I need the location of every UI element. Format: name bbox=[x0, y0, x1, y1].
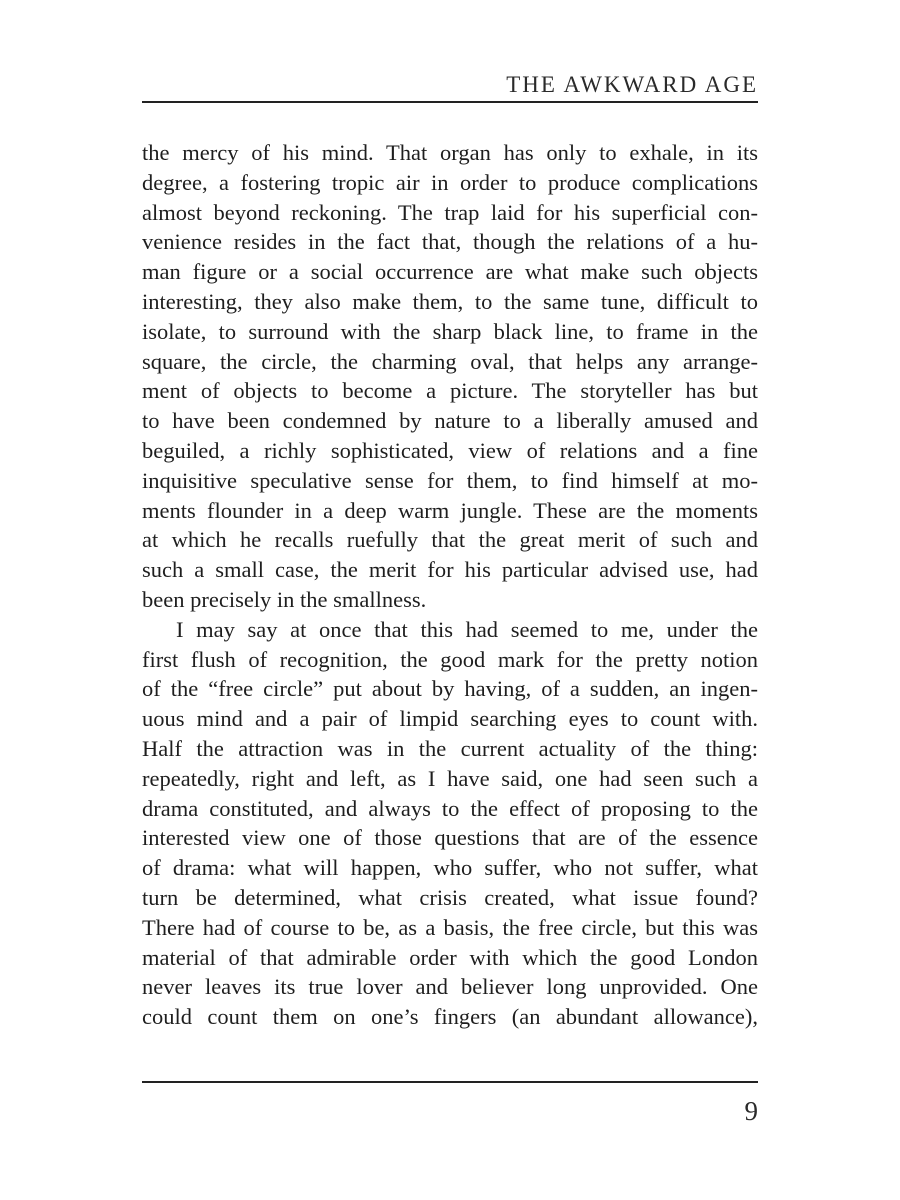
text-line: uous mind and a pair of limpid searching eyes to count with. bbox=[142, 706, 758, 732]
text-line: inquisitive speculative sense for them, to find himself at mo- bbox=[142, 467, 758, 493]
text-line: such a small case, the merit for his particular advised use, had bbox=[142, 557, 758, 583]
text-line: degree, a fostering tropic air in order to produce complications bbox=[142, 169, 758, 195]
text-line: almost beyond reckoning. The trap laid for his superficial con- bbox=[142, 199, 758, 225]
text-line: I may say at once that this had seemed to me, under the bbox=[176, 616, 758, 642]
text-line: square, the circle, the charming oval, that helps any arrange- bbox=[142, 348, 758, 374]
text-line: the mercy of his mind. That organ has only to exhale, in its bbox=[142, 140, 758, 165]
text-line: isolate, to surround with the sharp black line, to frame in the bbox=[142, 318, 758, 344]
text-line: material of that admirable order with which the good London bbox=[142, 944, 758, 970]
footer-rule bbox=[142, 1081, 758, 1083]
text-line: drama constituted, and always to the effect of proposing to the bbox=[142, 795, 758, 821]
text-line: of drama: what will happen, who suffer, who not suffer, what bbox=[142, 855, 758, 881]
text-line: There had of course to be, as a basis, the free circle, but this was bbox=[142, 914, 758, 940]
page-number: 9 bbox=[744, 1096, 758, 1126]
text-line: interested view one of those questions that are of the essence bbox=[142, 825, 758, 851]
text-line: beguiled, a richly sophisticated, view of relations and a fine bbox=[142, 437, 758, 463]
running-title: THE AWKWARD AGE bbox=[506, 72, 758, 97]
text-line: interesting, they also make them, to the same tune, difficult to bbox=[142, 288, 758, 314]
text-line: ment of objects to become a picture. The storyteller has but bbox=[142, 378, 758, 404]
text-line: Half the attraction was in the current actuality of the thing: bbox=[142, 735, 758, 761]
text-line: been precisely in the smallness. bbox=[142, 586, 427, 612]
text-line: ments flounder in a deep warm jungle. These are the moments bbox=[142, 497, 758, 523]
text-line: to have been condemned by nature to a liberally amused and bbox=[142, 408, 758, 434]
text-line: venience resides in the fact that, though the relations of a hu- bbox=[142, 229, 758, 255]
header-rule bbox=[142, 101, 758, 103]
text-line: never leaves its true lover and believer long unprovided. One bbox=[142, 974, 758, 1000]
text-line: at which he recalls ruefully that the great merit of such and bbox=[142, 527, 758, 553]
page-text bbox=[142, 138, 758, 1032]
text-line: man figure or a social occurrence are what make such objects bbox=[142, 259, 758, 285]
text-line: repeatedly, right and left, as I have said, one had seen such a bbox=[142, 765, 758, 791]
text-line: turn be determined, what crisis created, what issue found? bbox=[142, 884, 758, 910]
text-line: could count them on one’s fingers (an abundant allowance), bbox=[142, 1004, 758, 1030]
text-line: first flush of recognition, the good mark for the pretty notion bbox=[142, 646, 758, 672]
text-line: of the “free circle” put about by having, of a sudden, an ingen- bbox=[142, 676, 758, 702]
